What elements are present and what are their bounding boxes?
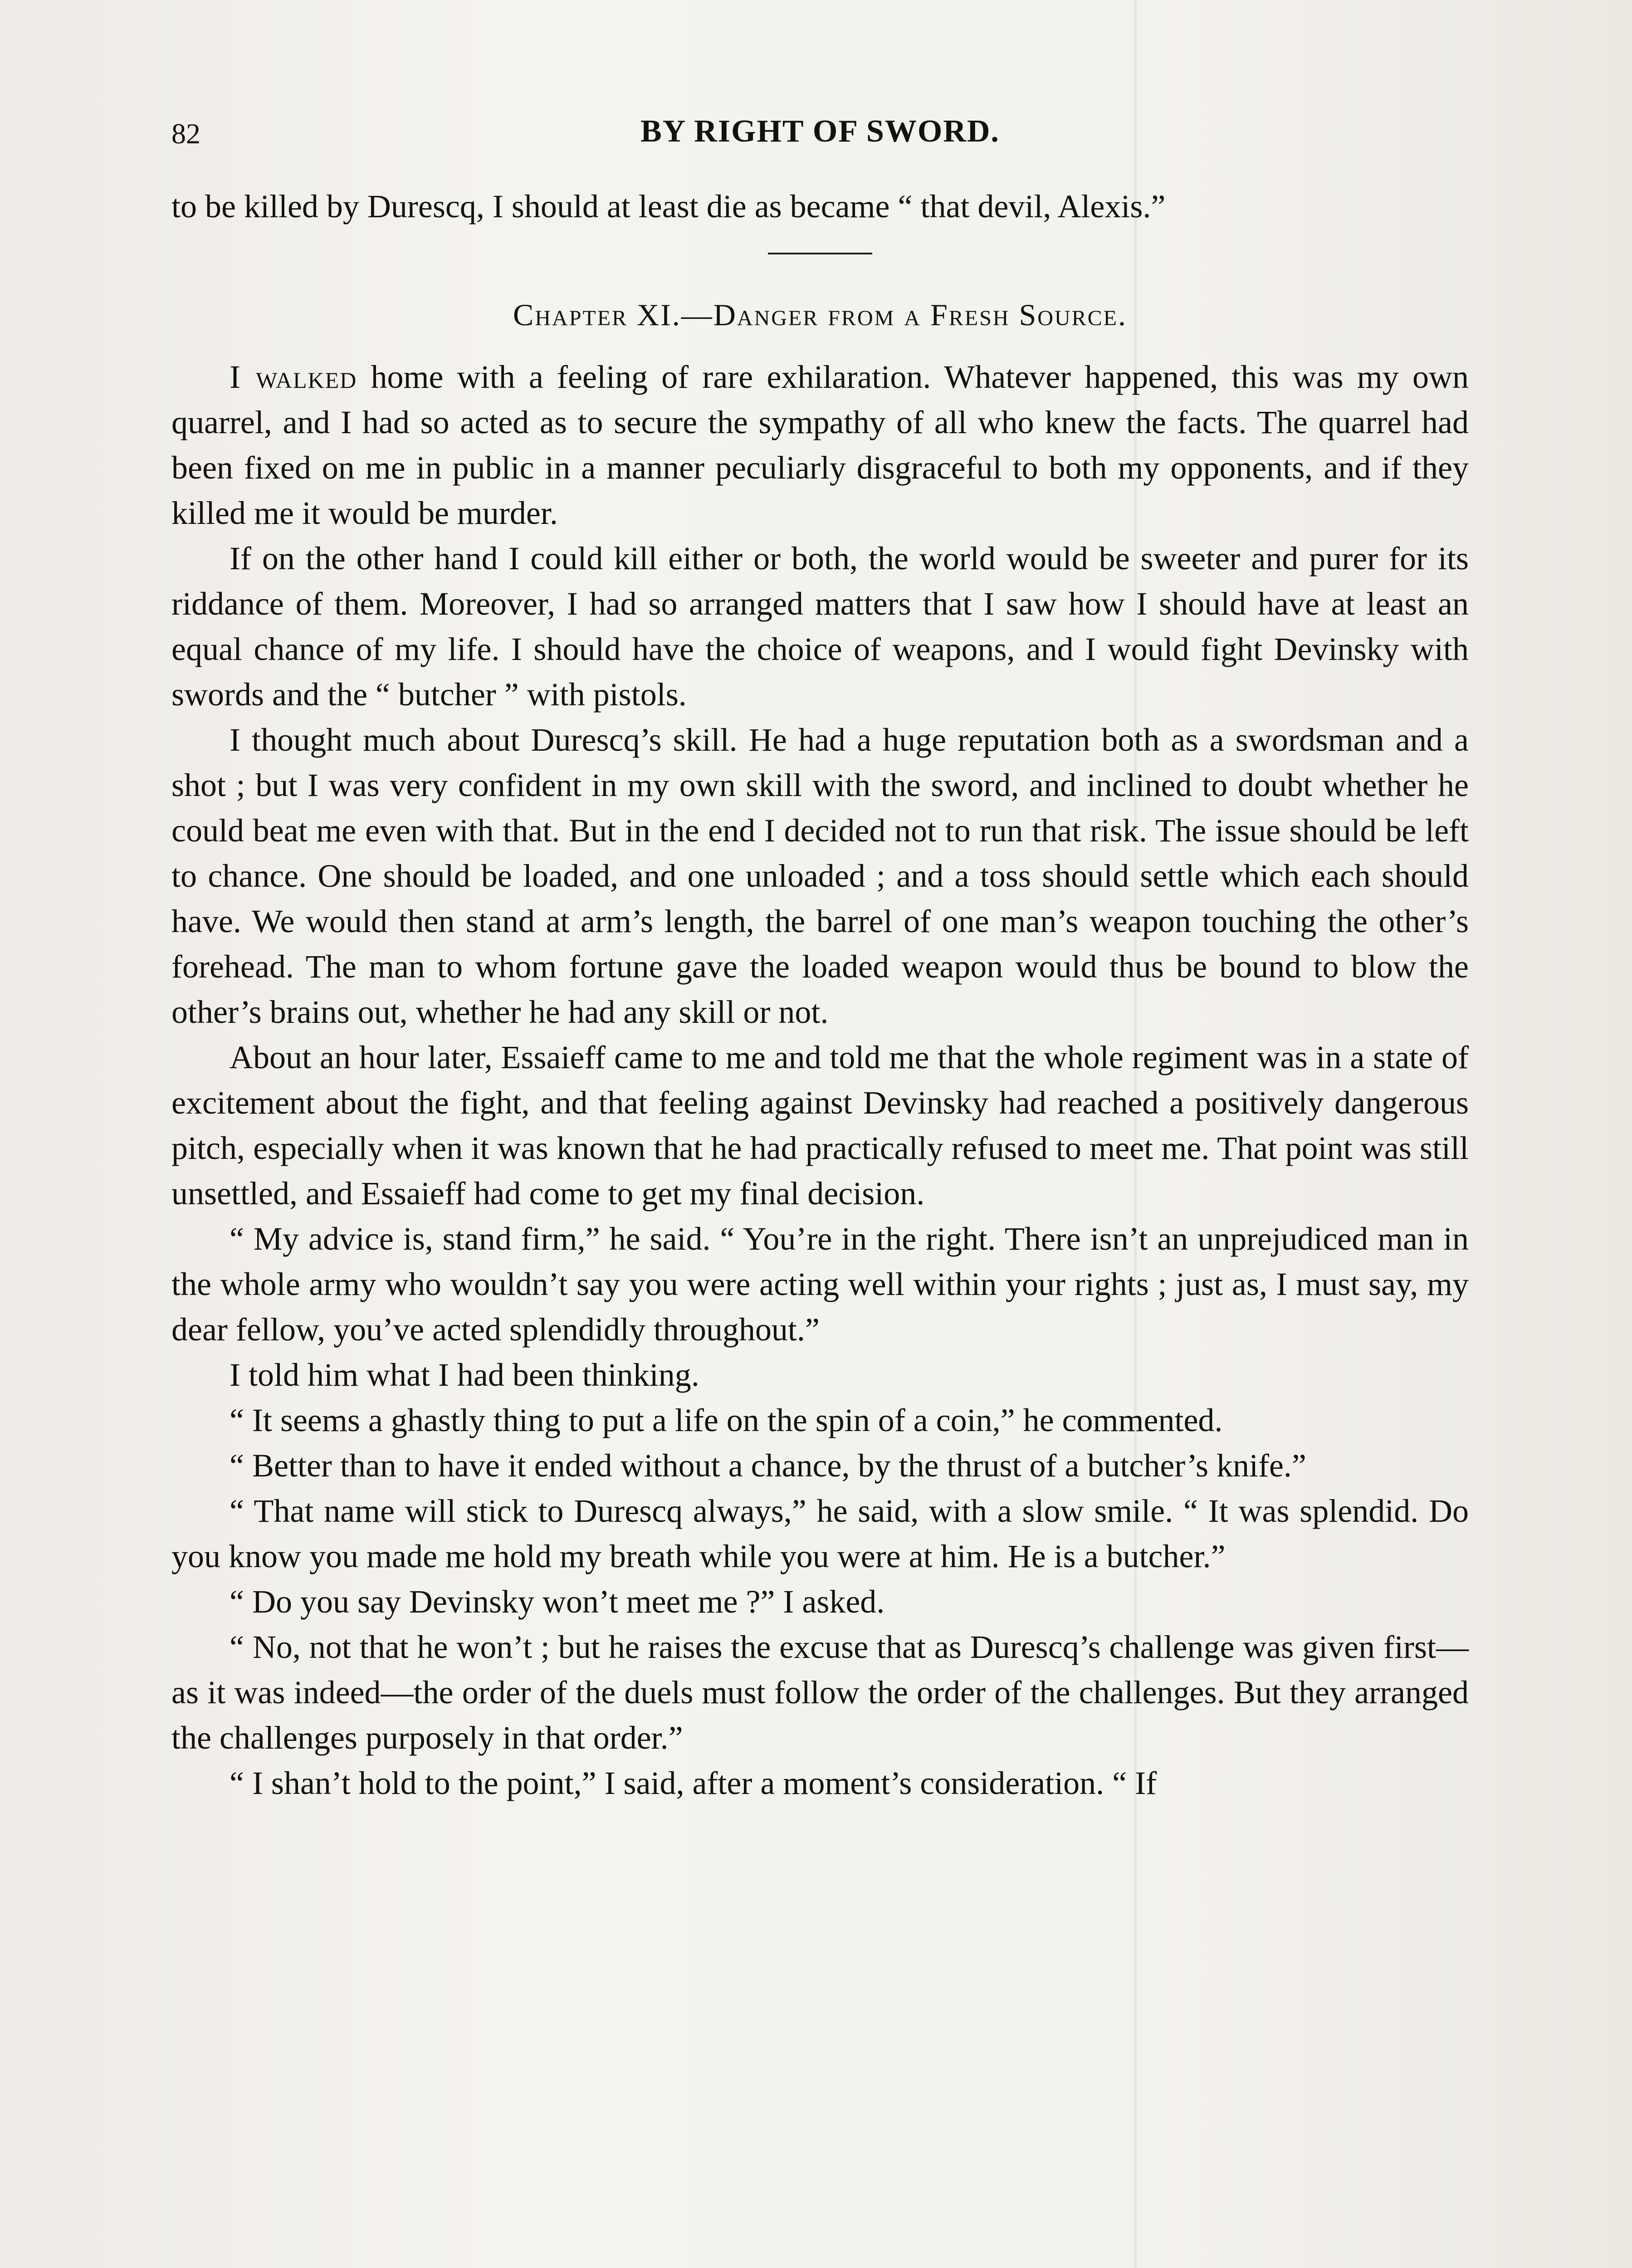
section-rule xyxy=(768,253,872,254)
paragraph: “ Better than to have it ended without a chance, by the thrust of a butcher’s knife.” xyxy=(230,1447,1306,1484)
paragraph: About an hour later, Essaieff came to me and told me that the whole regiment was in a state of excitement about the fight, and that feeling against Devinsky had reached a positively dangerous pitch, especially when it was known that he had practically refused to meet me. That point was still unsettled, and Essaieff had come to get my final decision. xyxy=(171,1039,1469,1212)
paragraph: I told him what I had been thinking. xyxy=(230,1357,699,1393)
paragraph: “ No, not that he won’t ; but he raises the excuse that as Durescq’s challenge was given first—as it was indeed—the order of the duels must follow the order of the challenges. But they arranged the challenges purposely in that order.” xyxy=(171,1629,1469,1756)
continuation-paragraph: to be killed by Durescq, I should at least die as became “ that devil, Alexis.” xyxy=(171,188,1166,225)
running-head xyxy=(171,113,1469,154)
page-body xyxy=(171,184,1469,1806)
opening-rest: home with a feeling of rare exhilaration. Whatever happened, this was my own quarrel, and I had so acted as to secure the sympathy of all who knew the facts. The quarrel had been fixed on me in public in a manner peculiarly disgraceful to both my opponents, and if they killed me it would be murder. xyxy=(171,359,1469,531)
paragraph: If on the other hand I could kill either or both, the world would be sweeter and purer for its riddance of them. Moreover, I had so arranged matters that I saw how I should have at least an equal chance of my life. I should have the choice of weapons, and I would fight Devinsky with swords and the “ butcher ” with pistols. xyxy=(171,540,1469,713)
paragraph: “ It seems a ghastly thing to put a life on the spin of a coin,” he commented. xyxy=(230,1402,1223,1438)
paragraph: I thought much about Durescq’s skill. He had a huge reputation both as a swordsman and a shot ; but I was very confident in my own skill with the sword, and inclined to doubt whether he could beat me even with that. But in the end I decided not to run that risk. The issue should be left to chance. One should be loaded, and one unloaded ; and a toss should settle which each should have. We would then stand at arm’s length, the barrel of one man’s weapon touching the other’s forehead. The man to whom fortune gave the loaded weapon would thus be bound to blow the other’s brains out, whether he had any skill or not. xyxy=(171,722,1469,1030)
book-title: BY RIGHT OF SWORD. xyxy=(640,114,1000,149)
opening-lead-words: I walked xyxy=(230,359,357,395)
paragraph: “ I shan’t hold to the point,” I said, after a moment’s consideration. “ If xyxy=(230,1765,1157,1801)
paragraph: “ That name will stick to Durescq always,” he said, with a slow smile. “ It was splendid. Do you know you made me hold my breath while you were at him. He is a butcher.” xyxy=(171,1493,1469,1574)
page-number: 82 xyxy=(171,117,200,150)
paragraph: “ Do you say Devinsky won’t meet me ?” I asked. xyxy=(230,1584,885,1620)
chapter-heading: Chapter XI.—Danger from a Fresh Source. xyxy=(513,298,1127,332)
opening-paragraph xyxy=(171,354,1469,536)
paragraph: “ My advice is, stand firm,” he said. “ You’re in the right. There isn’t an unprejudiced man in the whole army who wouldn’t say you were acting well within your rights ; just as, I must say, my dear fellow, you’ve acted splendidly throughout.” xyxy=(171,1221,1469,1348)
